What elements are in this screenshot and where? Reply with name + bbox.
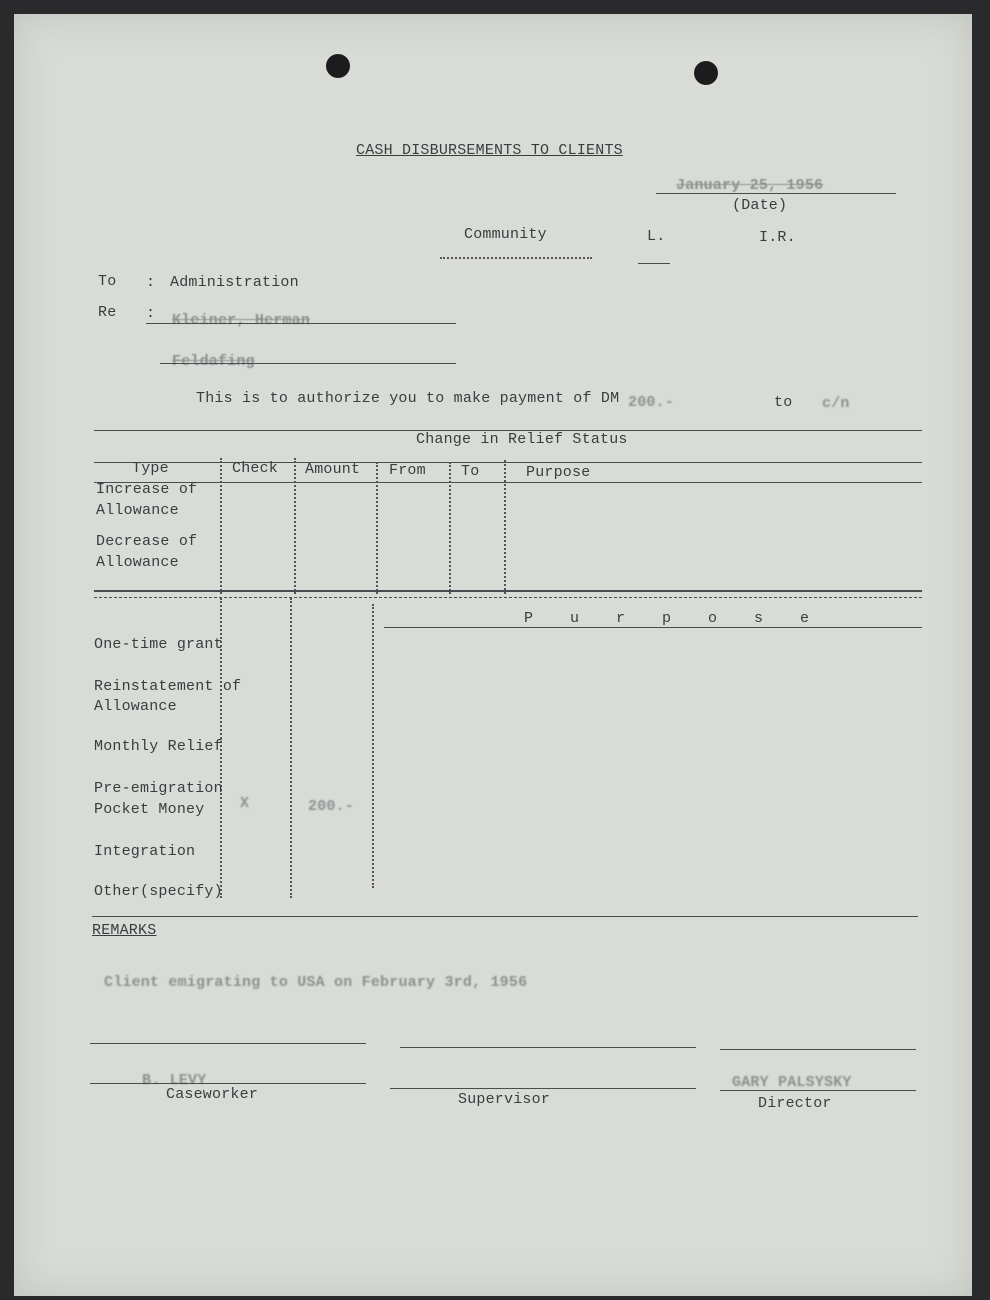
punch-hole-left <box>326 54 350 78</box>
relief-heading: Change in Relief Status <box>416 431 628 448</box>
col-purpose: Purpose <box>526 464 591 481</box>
col-type: Type <box>132 460 169 477</box>
form-page <box>14 14 972 1296</box>
sig-line-supervisor <box>390 1088 696 1089</box>
col-sep-2 <box>294 458 296 594</box>
community-dots <box>440 257 592 259</box>
caseworker-name: B. LEVY <box>142 1072 207 1089</box>
authorize-text: This is to authorize you to make payment of DM <box>196 390 620 407</box>
sig-line-caseworker <box>90 1083 366 1084</box>
grant-sep-2 <box>290 598 292 898</box>
col-from: From <box>389 462 426 479</box>
remarks-text: Client emigrating to USA on February 3rd, 1956 <box>104 974 528 991</box>
re-name: Kleiner, Herman <box>172 312 311 329</box>
grant-other: Other(specify) <box>94 883 223 900</box>
re-place-line <box>160 363 456 364</box>
col-sep-5 <box>504 460 506 594</box>
col-amount: Amount <box>305 461 361 478</box>
grant-sep-3 <box>372 604 374 888</box>
col-sep-3 <box>376 462 378 594</box>
relief-bottom-rule-2 <box>94 597 922 598</box>
sig-line-director <box>720 1090 916 1091</box>
l-underline <box>638 263 670 264</box>
purpose-rule <box>384 627 922 628</box>
re-name-line <box>146 323 456 324</box>
grant-one-time: One-time grant <box>94 636 223 653</box>
director-label: Director <box>758 1095 832 1112</box>
purpose-label: P u r p o s e <box>524 610 824 627</box>
ir-label: I.R. <box>759 229 796 246</box>
caseworker-label: Caseworker <box>166 1086 259 1103</box>
col-check: Check <box>232 460 279 477</box>
payment-amount: 200.- <box>628 394 675 411</box>
row-increase-1: Increase of <box>96 481 198 498</box>
row-increase-2: Allowance <box>96 502 179 519</box>
date-label: (Date) <box>732 197 788 214</box>
header-rule <box>94 482 922 483</box>
payee: c/n <box>822 395 850 412</box>
director-name: GARY PALSYSKY <box>732 1074 852 1091</box>
sig-line-supervisor-top <box>400 1047 696 1048</box>
grant-preemig-amount: 200.- <box>308 798 355 815</box>
to-word: to <box>774 394 793 411</box>
to-label: To <box>98 273 117 290</box>
sig-line-director-top <box>720 1049 916 1050</box>
grant-reinstatement-1: Reinstatement of <box>94 678 242 695</box>
re-colon: : <box>146 305 156 322</box>
col-sep-4 <box>449 462 451 594</box>
to-colon: : <box>146 274 156 291</box>
re-place: Feldafing <box>172 353 255 370</box>
grant-preemig-1: Pre-emigration <box>94 780 223 797</box>
grant-integration: Integration <box>94 843 196 860</box>
grant-reinstatement-2: Allowance <box>94 698 177 715</box>
l-label: L. <box>647 228 666 245</box>
date-line <box>656 193 896 194</box>
col-sep-1 <box>220 458 222 594</box>
col-to: To <box>461 463 480 480</box>
grant-bottom-rule <box>92 916 918 917</box>
sig-line-caseworker-top <box>90 1043 366 1044</box>
grant-monthly: Monthly Relief <box>94 738 223 755</box>
grant-preemig-check: X <box>240 795 250 812</box>
grant-preemig-2: Pocket Money <box>94 801 205 818</box>
re-label: Re <box>98 304 117 321</box>
relief-heading-rule <box>94 462 922 463</box>
community-label: Community <box>464 226 547 243</box>
row-decrease-1: Decrease of <box>96 533 198 550</box>
row-decrease-2: Allowance <box>96 554 179 571</box>
supervisor-label: Supervisor <box>458 1091 551 1108</box>
date-value: January 25, 1956 <box>676 177 824 194</box>
to-value: Administration <box>170 274 299 291</box>
punch-hole-right <box>694 61 718 85</box>
relief-bottom-rule <box>94 590 922 592</box>
form-title: CASH DISBURSEMENTS TO CLIENTS <box>356 142 623 159</box>
remarks-label: REMARKS <box>92 922 157 939</box>
